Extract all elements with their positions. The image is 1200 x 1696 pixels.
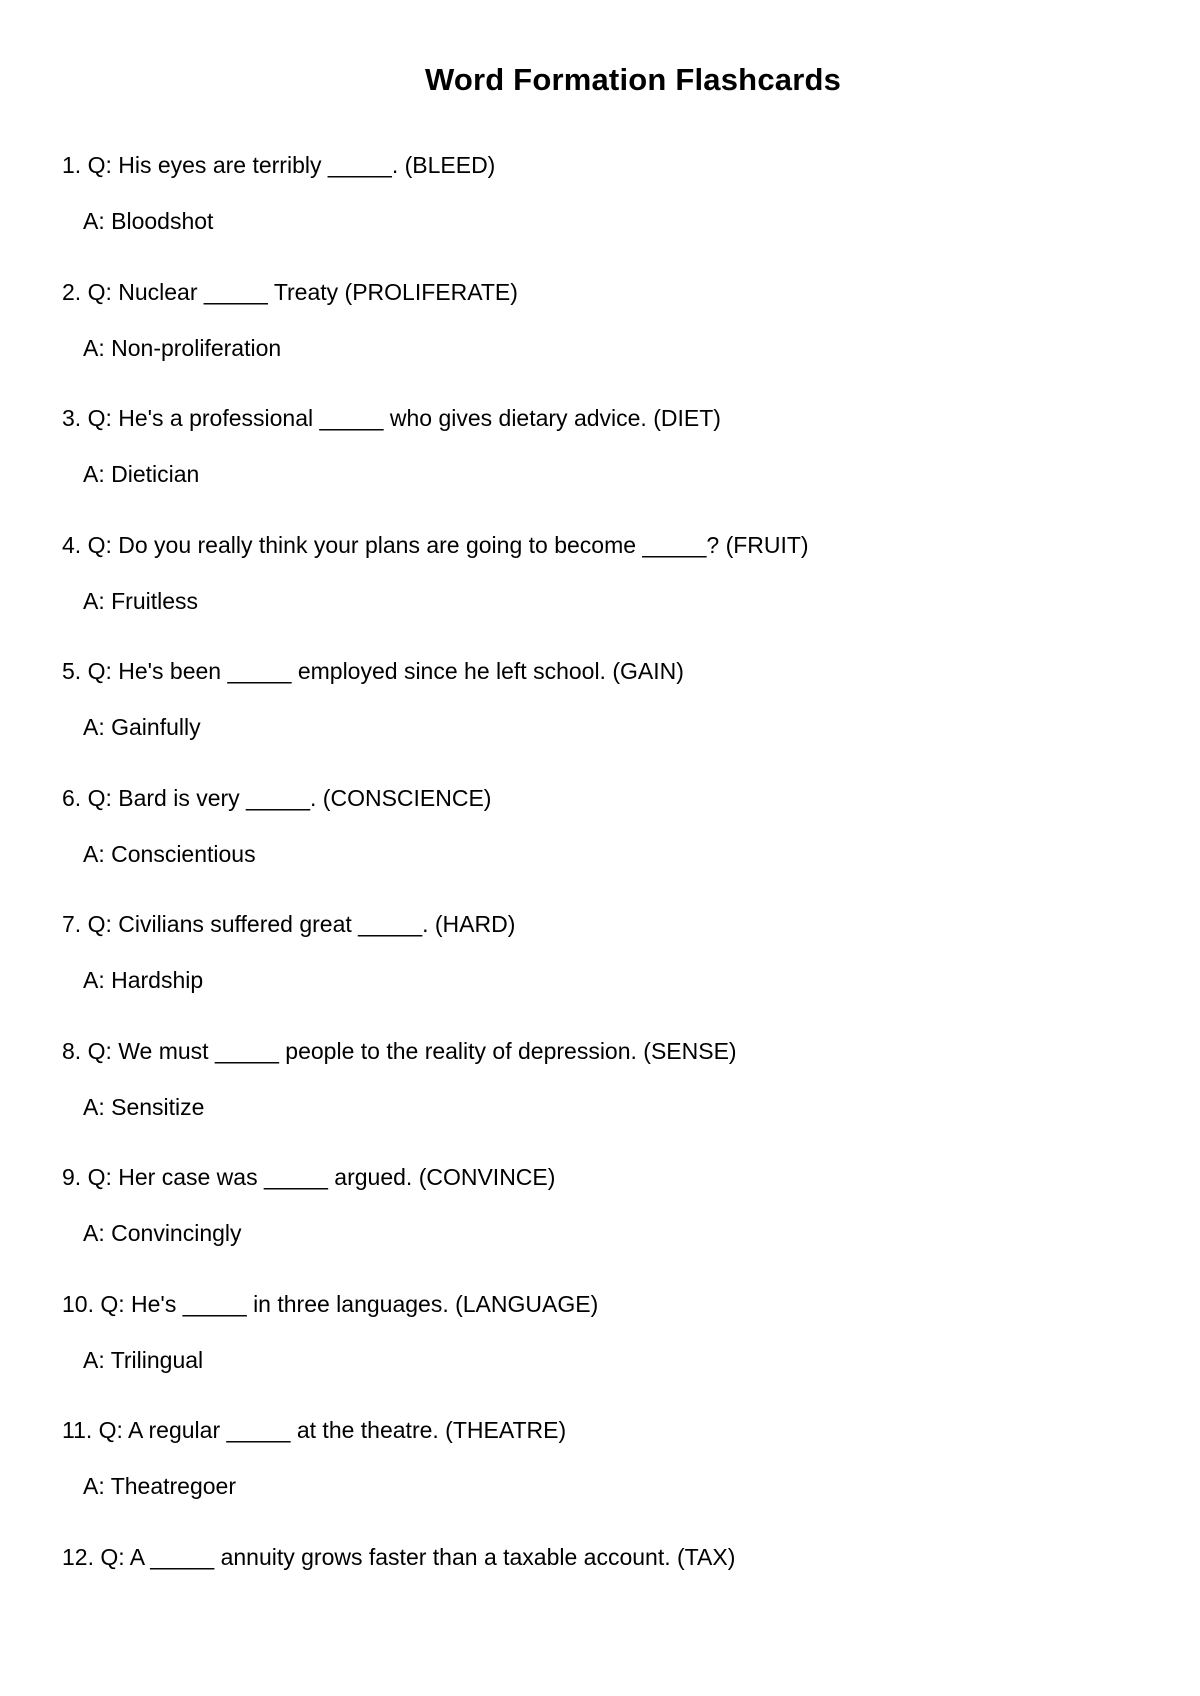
flashcard [0, 911, 1200, 1038]
flashcard [0, 1164, 1200, 1291]
flashcard-question: 8. Q: We must _____ people to the reality of depression. (SENSE) [62, 1037, 737, 1064]
flashcard-question: 7. Q: Civilians suffered great _____. (HARD) [62, 911, 516, 937]
flashcard-answer: A: Conscientious [83, 840, 256, 867]
flashcard-answer: A: Gainfully [83, 714, 201, 740]
flashcard [0, 1417, 1200, 1544]
flashcard-answer: A: Theatregoer [83, 1473, 237, 1499]
flashcard-question: 10. Q: He's _____ in three languages. (LANGUAGE) [62, 1290, 599, 1317]
flashcard-answer: A: Dietician [83, 461, 200, 487]
flashcard-question: 11. Q: A regular _____ at the theatre. (THEATRE) [62, 1417, 567, 1443]
flashcard-question: 12. Q: A _____ annuity grows faster than a taxable account. (TAX) [62, 1543, 736, 1570]
flashcard [0, 658, 1200, 785]
flashcard-question: 2. Q: Nuclear _____ Treaty (PROLIFERATE) [62, 278, 518, 305]
flashcard-answer: A: Hardship [83, 967, 204, 993]
flashcard [0, 279, 1200, 406]
flashcard-answer: A: Fruitless [83, 587, 199, 614]
flashcard-question: 9. Q: Her case was _____ argued. (CONVINCE) [62, 1164, 556, 1190]
flashcard-answer: A: Sensitize [83, 1093, 205, 1120]
flashcard-answer: A: Trilingual [83, 1346, 204, 1373]
flashcard-question: 3. Q: He's a professional _____ who gives dietary advice. (DIET) [62, 405, 721, 431]
flashcard-question: 4. Q: Do you really think your plans are going to become _____? (FRUIT) [62, 531, 809, 558]
flashcard-question: 5. Q: He's been _____ employed since he left school. (GAIN) [62, 658, 684, 684]
flashcard [0, 532, 1200, 659]
flashcard-answer: A: Non-proliferation [83, 334, 282, 361]
flashcard-answer: A: Convincingly [83, 1220, 242, 1246]
flashcard [0, 405, 1200, 532]
flashcard [0, 1291, 1200, 1418]
page-title: Word Formation Flashcards [424, 62, 842, 97]
flashcard-answer: A: Bloodshot [83, 208, 214, 234]
flashcard [0, 1038, 1200, 1165]
flashcard [0, 1544, 1200, 1671]
flashcard-question: 1. Q: His eyes are terribly _____. (BLEED) [62, 152, 496, 178]
flashcard-list [0, 152, 1200, 1670]
flashcard-question: 6. Q: Bard is very _____. (CONSCIENCE) [62, 784, 492, 811]
flashcard [0, 152, 1200, 279]
flashcard [0, 785, 1200, 912]
